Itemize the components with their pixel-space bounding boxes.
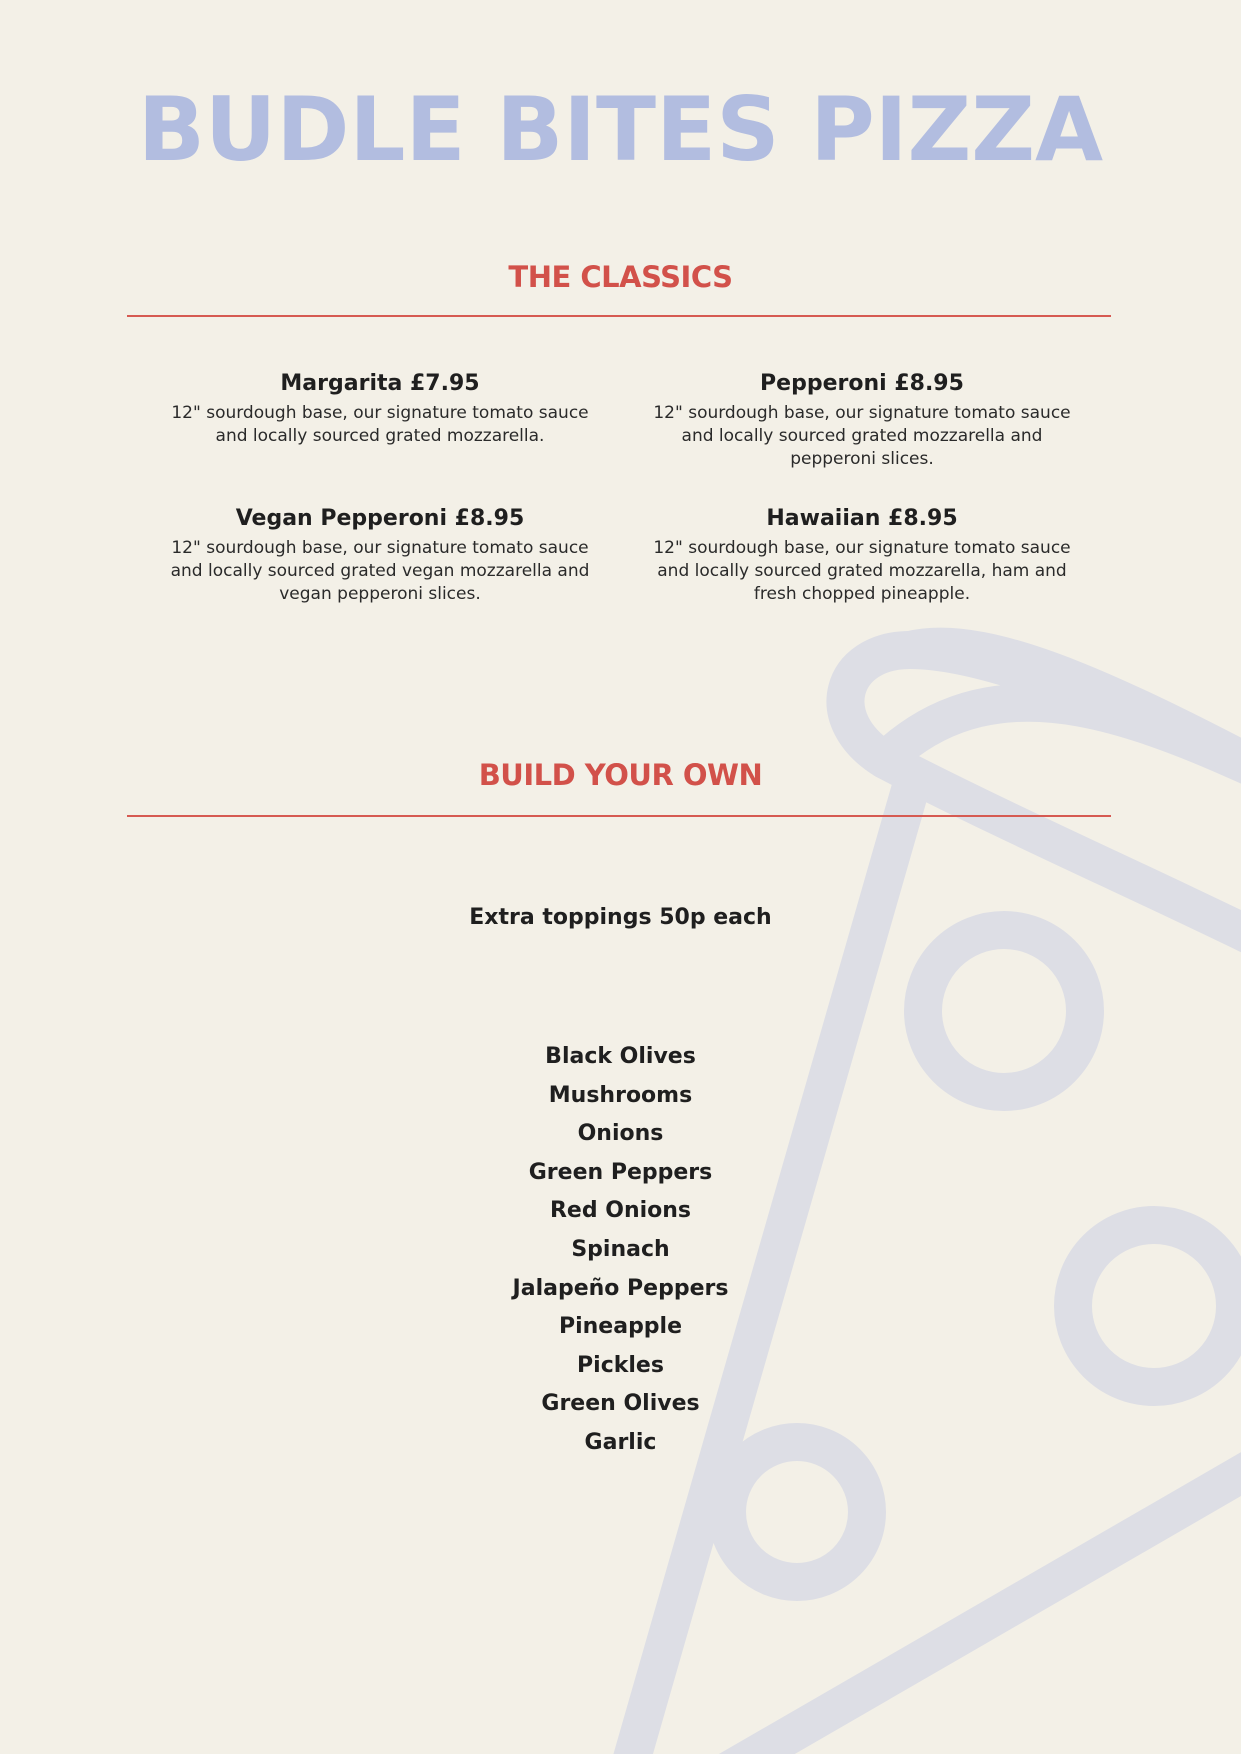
menu-item-name: Vegan Pepperoni £8.95 bbox=[235, 506, 525, 531]
menu-item bbox=[155, 505, 605, 606]
topping-item: Spinach bbox=[571, 1236, 670, 1262]
topping-item: Red Onions bbox=[549, 1198, 692, 1224]
topping-item: Jalapeño Peppers bbox=[512, 1275, 729, 1301]
menu-item-description: 12" sourdough base, our signature tomato sauce and locally sourced grated vegan mozzarella and vegan pepperoni slices. bbox=[170, 538, 590, 604]
extra-toppings-note: Extra toppings 50p each bbox=[469, 905, 772, 930]
topping-item: Pineapple bbox=[558, 1314, 683, 1340]
topping-item: Black Olives bbox=[545, 1044, 696, 1069]
menu-item-name: Hawaiian £8.95 bbox=[766, 506, 958, 531]
restaurant-title: BUDLE BITES PIZZA bbox=[137, 78, 1104, 181]
topping-item: Green Olives bbox=[541, 1391, 700, 1417]
menu-item bbox=[155, 370, 605, 448]
classics-divider bbox=[127, 315, 1111, 317]
build-your-own-divider bbox=[127, 815, 1111, 817]
toppings-list bbox=[0, 1038, 1241, 1463]
topping-item: Onions bbox=[577, 1121, 664, 1147]
classics-heading: THE CLASSICS bbox=[508, 260, 733, 294]
menu-item-description: 12" sourdough base, our signature tomato sauce and locally sourced grated mozzarella, ham and fresh chopped pineapple. bbox=[653, 538, 1071, 604]
topping-item: Garlic bbox=[584, 1429, 657, 1455]
menu-item bbox=[637, 370, 1087, 471]
menu-item-description: 12" sourdough base, our signature tomato sauce and locally sourced grated mozzarella. bbox=[171, 403, 589, 446]
menu-item-description: 12" sourdough base, our signature tomato sauce and locally sourced grated mozzarella and pepperoni slices. bbox=[653, 403, 1071, 469]
topping-item: Mushrooms bbox=[548, 1082, 693, 1108]
menu-item bbox=[637, 505, 1087, 606]
topping-item: Green Peppers bbox=[528, 1159, 713, 1185]
menu-item-name: Margarita £7.95 bbox=[280, 371, 480, 396]
menu-item-name: Pepperoni £8.95 bbox=[760, 371, 964, 396]
topping-item: Pickles bbox=[577, 1352, 664, 1378]
build-your-own-heading: BUILD YOUR OWN bbox=[478, 758, 763, 792]
